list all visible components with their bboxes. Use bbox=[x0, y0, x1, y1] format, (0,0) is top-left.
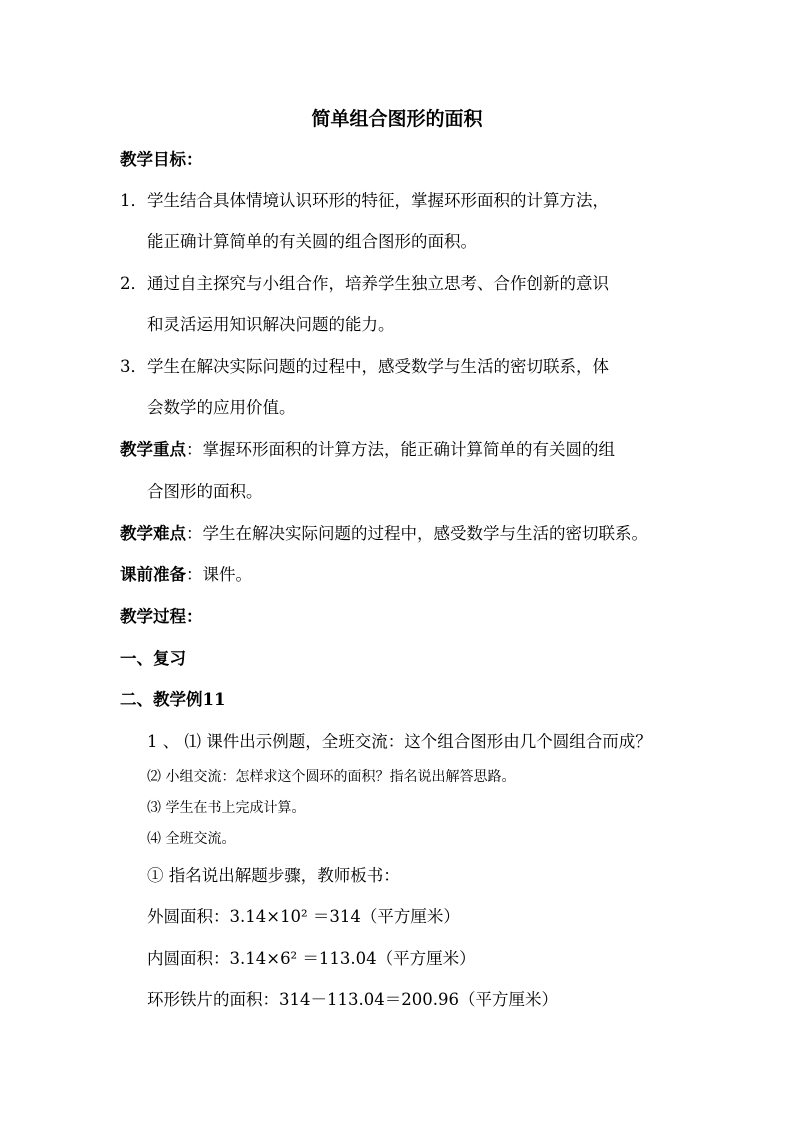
difficulty-text: ：学生在解决实际问题的过程中，感受数学与生活的密切联系。 bbox=[186, 524, 648, 543]
step-1: 1 、 ⑴ 课件出示例题，全班交流：这个组合图形由几个圆组合而成？ bbox=[147, 732, 652, 751]
preparation bbox=[120, 567, 252, 584]
process-heading: 教学过程： bbox=[120, 607, 203, 626]
preparation-label: 课前准备 bbox=[120, 565, 186, 584]
objective-text-line2: 能正确计算简单的有关圆的组合图形的面积。 bbox=[147, 232, 477, 251]
step-2: ⑵ 小组交流：怎样求这个圆环的面积？指名说出解答思路。 bbox=[147, 769, 516, 785]
calc-inner-area: 内圆面积：3.14×6² ＝113.04（平方厘米） bbox=[147, 949, 476, 968]
page-title: 简单组合图形的面积 bbox=[311, 108, 483, 130]
step-5: ① 指名说出解题步骤，教师板书： bbox=[147, 866, 400, 885]
objective-number: 1． bbox=[120, 191, 147, 210]
section-example: 二、教学例11 bbox=[120, 690, 226, 709]
difficulty bbox=[120, 526, 648, 543]
objective-text-line1: 学生在解决实际问题的过程中，感受数学与生活的密切联系，体 bbox=[147, 357, 609, 376]
step-4: ⑷ 全班交流。 bbox=[147, 831, 236, 847]
objective-number: 2． bbox=[120, 274, 147, 293]
objectives-heading: 教学目标： bbox=[120, 150, 203, 169]
objective-text-line1: 学生结合具体情境认识环形的特征，掌握环形面积的计算方法， bbox=[147, 191, 609, 210]
step-3: ⑶ 学生在书上完成计算。 bbox=[147, 800, 306, 816]
calc-ring-area: 环形铁片的面积：314－113.04＝200.96（平方厘米） bbox=[147, 990, 558, 1009]
difficulty-label: 教学难点 bbox=[120, 524, 186, 543]
key-points-text: ：掌握环形面积的计算方法，能正确计算简单的有关圆的组 bbox=[186, 440, 615, 459]
key-points-label: 教学重点 bbox=[120, 440, 186, 459]
objective-number: 3． bbox=[120, 357, 147, 376]
key-points-line1 bbox=[120, 442, 615, 459]
key-points-text-line2: 合图形的面积。 bbox=[147, 482, 263, 501]
preparation-text: ：课件。 bbox=[186, 565, 252, 584]
objective-text-line2: 和灵活运用知识解决问题的能力。 bbox=[147, 315, 395, 334]
calc-outer-area: 外圆面积：3.14×10² ＝314（平方厘米） bbox=[147, 907, 460, 926]
objective-text-line1: 通过自主探究与小组合作，培养学生独立思考、合作创新的意识 bbox=[147, 274, 609, 293]
objective-text-line2: 会数学的应用价值。 bbox=[147, 398, 296, 417]
section-review: 一、复习 bbox=[120, 649, 186, 668]
